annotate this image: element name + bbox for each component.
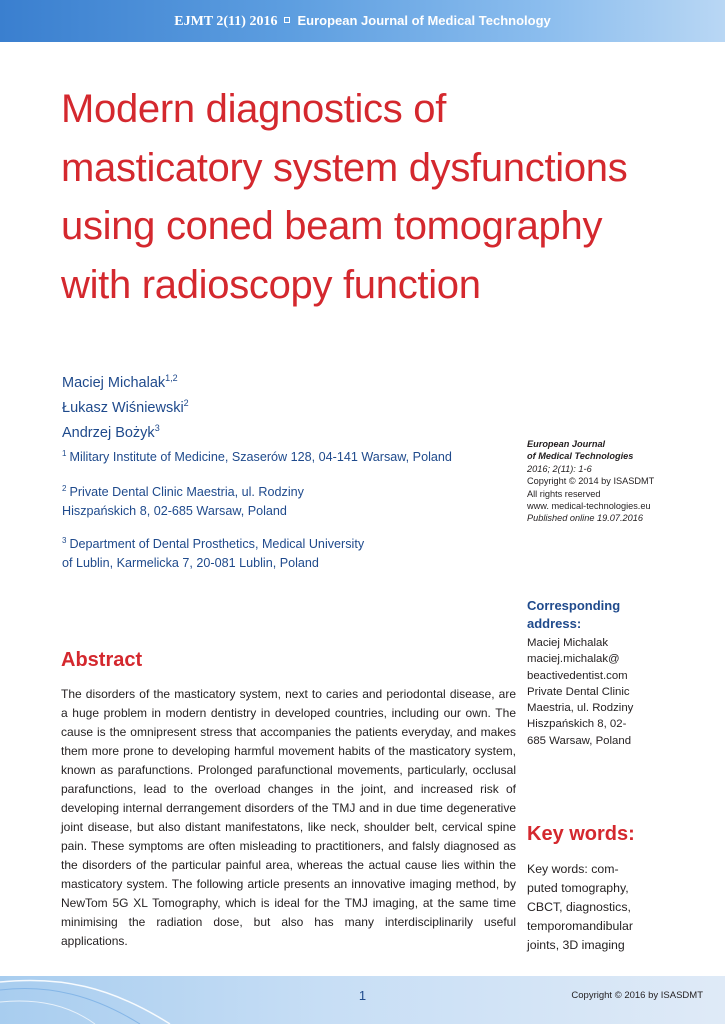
page-number: 1 — [358, 988, 367, 1003]
corresponding-heading-line: Corresponding — [527, 598, 621, 613]
journal-header — [0, 13, 725, 30]
author-affil-sup: 2 — [183, 398, 189, 408]
keywords-line: joints, 3D imaging — [527, 938, 625, 952]
affil-line: of Lublin, Karmelicka 7, 20-081 Lublin, Poland — [62, 556, 319, 570]
title-line: using coned beam tomography — [61, 204, 603, 248]
affil-line: Private Dental Clinic Maestria, ul. Rodziny — [69, 485, 304, 499]
affiliation-2 — [62, 479, 492, 521]
journal-name: European Journal of Medical Technology — [297, 13, 551, 28]
abstract-text: The disorders of the masticatory system, next to caries and periodontal disease, are a huge problem in modern dentistry in developed countries, including our own. The cause is the omnipresent stress that accompanies the patients everyday, and makes them more prone to developing harmful movement habits of the masticatory system, known as parafunctions. Prolonged parafunctional movements, particularly, occlusal parafunctions, lead to the overload changes in the joint, and increased risk of developing internal derrangement disorders of the TMJ and in due time degenerative joint disease, but also distant manifestatons, like neck, shoulder belt, cervical spine pain. These symptoms are often misleading to practitioners, and falsly diagnosed as the disorders of the particular painful area, whereas the actual cause lies within the masticatory system. The following article presents an innovative imaging method, by NewTom 5G XL Tomography, which is ideal for the TMJ imaging, at the same time minimising the radiation dose, but also has many interdisciplinarily useful applications. — [61, 687, 516, 948]
side-rights: All rights reserved — [527, 488, 601, 499]
affil-sup: 3 — [62, 536, 67, 545]
author — [62, 393, 189, 418]
keywords-list — [527, 860, 647, 955]
journal-abbr: EJMT 2(11) 2016 — [174, 14, 278, 29]
affiliation-1 — [62, 444, 492, 467]
title-line: with radioscopy function — [61, 262, 481, 307]
abstract-heading: Abstract — [61, 649, 143, 671]
corresponding-line: Private Dental Clinic — [527, 685, 630, 698]
affiliation-3 — [62, 531, 492, 573]
title-line: Modern diagnostics of — [61, 87, 447, 131]
side-journal-line: of Medical Technologies — [527, 451, 634, 462]
footer-copyright: Copyright © 2016 by ISASDMT — [571, 990, 703, 1001]
journal-side-info — [527, 438, 654, 525]
keywords-line: temporomandibular — [527, 919, 633, 933]
title-line: masticatory system dysfunctions — [61, 145, 628, 190]
separator-square-icon — [284, 17, 290, 23]
corresponding-heading-line: address: — [527, 616, 582, 631]
author-list — [62, 368, 189, 443]
corresponding-line: Maestria, ul. Rodziny — [527, 702, 634, 715]
side-copyright: Copyright © 2014 by ISASDMT — [527, 476, 655, 487]
author — [62, 418, 189, 443]
author — [62, 368, 189, 393]
affil-sup: 1 — [62, 449, 67, 458]
side-issue: 2016; 2(11): 1-6 — [527, 463, 592, 474]
affil-sup: 2 — [62, 484, 67, 493]
corresponding-line: 685 Warsaw, Poland — [527, 734, 632, 747]
side-journal-line: European Journal — [527, 439, 606, 449]
corresponding-line: beactivedentist.com — [527, 669, 628, 682]
article-title — [61, 80, 701, 314]
keywords-heading: Key words: — [527, 823, 635, 845]
corresponding-heading — [527, 597, 620, 633]
author-name: Maciej Michalak — [62, 375, 166, 391]
affil-line: Department of Dental Prosthetics, Medical University — [69, 537, 365, 551]
affil-line: Hiszpańskich 8, 02-685 Warsaw, Poland — [62, 504, 287, 518]
corresponding-line: Hiszpańskich 8, 02- — [527, 718, 627, 731]
author-affil-sup: 1,2 — [165, 373, 178, 383]
keywords-line: CBCT, diagnostics, — [527, 900, 631, 914]
author-name: Andrzej Bożyk — [62, 425, 155, 441]
corresponding-line: Maciej Michalak — [527, 637, 609, 649]
author-affil-sup: 3 — [154, 423, 160, 433]
corresponding-line: maciej.michalak@ — [527, 653, 620, 666]
affil-line: Military Institute of Medicine, Szaserów 128, 04-141 Warsaw, Poland — [69, 450, 452, 464]
side-website: www. medical-technologies.eu — [527, 501, 651, 512]
corresponding-address — [527, 635, 647, 749]
keywords-line: Key words: com- — [527, 862, 619, 876]
keywords-line: puted tomography, — [527, 881, 629, 895]
side-published: Published online 19.07.2016 — [527, 513, 643, 524]
author-name: Łukasz Wiśniewski — [62, 400, 184, 416]
